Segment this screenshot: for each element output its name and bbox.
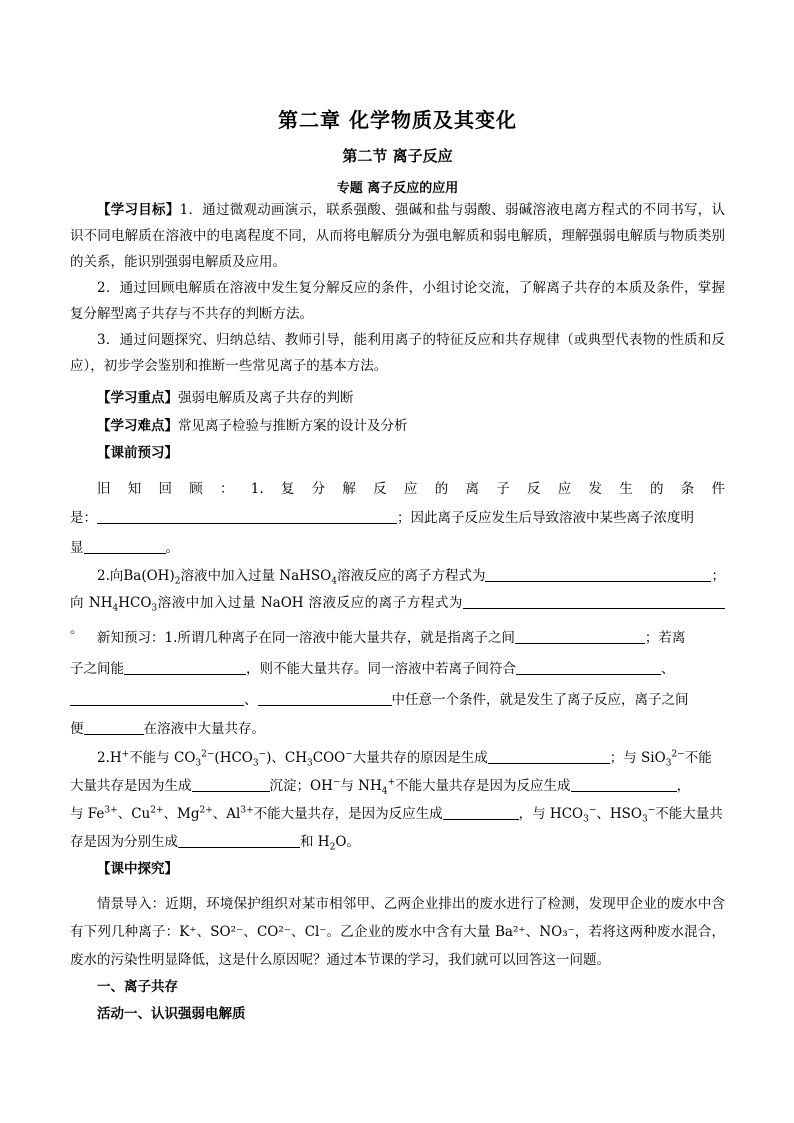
sup: − [588,805,597,816]
sup: + [121,749,130,760]
t: )、CH [266,750,308,766]
sup: 2− [671,749,685,760]
difficulties-label: 【学习难点】 [97,418,178,434]
blank-review-obvious[interactable] [84,539,166,554]
blank-nk-1[interactable] [515,629,645,644]
preview-label: 【课前预习】 [97,445,178,461]
blank-nk-q2-1[interactable] [488,749,610,764]
sup: 3+ [240,805,254,816]
nk-l2b: ，则不能大量共存。同一溶液中若离子间符合 [246,661,516,677]
sub: 3 [195,758,202,769]
q2-period: 。 [70,621,84,637]
objective-2: 2．通过回顾电解质在溶液中发生复分解反应的条件，小组讨论交流，了解离子共存的本质及条件，掌握复分解型离子共存与不共存的判断方法。 [70,280,725,322]
t: 大量共存是因为生成 [70,778,192,794]
blank-nk-4[interactable] [70,691,244,706]
nk-q2-line1 [70,745,725,771]
t: 、Al [212,806,241,822]
chapter-title: 第二章 化学物质及其变化 [278,108,517,132]
nk-l3b: 中任意一个条件，就是发生了离子反应，离子之间 [391,692,689,708]
t: 大量共存的原因是生成 [352,750,488,766]
blank-nk-q2-2[interactable] [192,777,270,792]
t: 2.H [97,750,122,766]
q2-text-c: 溶液反应的离子方程式为 [336,568,486,584]
q2-text-e: HCO [118,595,152,611]
t: 和 H [300,834,330,850]
review-line-2 [70,505,725,531]
review-is: 是： [70,510,97,526]
section-ion-coexistence: 一、离子共存 [97,979,178,995]
in-class-label: 【课中探究】 [97,861,178,877]
t: 与 NH [340,778,382,794]
blank-nk-2[interactable] [124,660,246,675]
sub: 3 [307,758,313,769]
sup: 3+ [104,805,118,816]
difficulties [70,413,725,439]
new-knowledge-line1 [70,625,725,651]
sup: 2+ [199,805,213,816]
objectives-label: 【学习目标】 [97,202,180,218]
t: 、Cu [117,806,151,822]
sup: + [387,777,396,788]
sup: − [258,749,267,760]
t: ，与 HCO [518,806,584,822]
sup: − [345,749,353,760]
key-points-text: 强弱电解质及离子共存的判断 [178,390,354,406]
topic-title: 专题 离子反应的应用 [336,181,459,196]
nk-l3a: 、 [244,692,258,708]
nk-l2a: 子之间能 [70,661,124,677]
q2-text-d: 向 NH [70,595,113,611]
sub: 3 [583,814,589,825]
review-line-1: 旧知回顾：1.复分解反应的离子反应发生的条件 [97,481,725,497]
objective-3: 3．通过问题探究、归纳总结、教师引导，能利用离子的特征反应和共存规律（或典型代表物的性质和反应），初步学会鉴别和推断一些常见离子的基本方法。 [70,332,725,374]
t: COO [312,750,346,766]
review-end: 。 [165,540,179,556]
q2-text-a: 2.向Ba(OH) [97,568,175,584]
section-title: 第二节 离子反应 [342,147,453,165]
sub: 2 [329,842,336,853]
q2-text-f: 溶液中加入过量 NaOH 溶液反应的离子方程式为 [157,595,463,611]
review-line-3 [70,535,725,561]
review-obvious: 显 [70,540,84,556]
blank-nk-3[interactable] [516,660,661,675]
blank-nk-6[interactable] [84,720,144,735]
sub: 3 [641,814,648,825]
new-knowledge-line4 [70,716,725,742]
t: 不能 [684,750,712,766]
sub: 3 [252,758,259,769]
blank-nk-q2-3[interactable] [571,777,677,792]
t: ， [676,778,691,794]
sub: 3 [151,603,158,614]
nk-q2-line4 [70,829,725,855]
nk-q2-line2 [70,773,725,799]
difficulties-text: 常见离子检验与推断方案的设计及分析 [178,418,408,434]
key-points-label: 【学习重点】 [97,390,178,406]
scene-intro: 情景导入：近期，环境保护组织对某市相邻甲、乙两企业排出的废水进行了检测，发现甲企业的废水中含有下列几种离子：K⁺、SO²⁻、CO²⁻、Cl⁻。乙企业的废水中含有大量 Ba²⁺、NO₃⁻，若将这两种废水混合，废水的污染性明显降低，这是什么原因呢？通过本节课的学习，我们就可以回答这一问题。 [70,896,725,968]
sup: 2− [201,749,215,760]
t: 、HSO [596,806,642,822]
activity-1: 活动一、认识强弱电解质 [97,1006,246,1022]
t: 不能大量共存，是因为反应生成 [253,806,443,822]
objective-1-text: 1．通过微观动画演示，联系强酸、强碱和盐与弱酸、弱碱溶液电离方程式的不同书写，认识不同电解质在溶液中的电离程度不同，从而将电解质分为强电解质和弱电解质，理解强弱电解质与物质类别的关系，能识别强弱电解质及应用。 [70,202,726,270]
t: 不能大量共存是因为反应生成 [395,778,571,794]
nk-l1b: ；若离 [644,630,686,646]
t: O。 [335,834,360,850]
sub: 4 [331,576,337,587]
sub: 4 [381,786,388,797]
sub: 3 [665,758,672,769]
key-points [70,385,725,411]
t: ；与 SiO [609,750,666,766]
nk-l2c: 、 [661,661,675,677]
t: 沉淀；OH [269,778,333,794]
t: 、Mg [163,806,200,822]
t: 不能与 CO [129,750,196,766]
sub: 4 [112,603,119,614]
nk-l1a: 新知预习：1.所谓几种离子在同一溶液中能大量共存，就是指离子之间 [97,630,515,646]
sup: 2+ [150,805,164,816]
t: (HCO [214,750,253,766]
preview-q2-line1 [70,563,725,589]
nk-q2-line3 [70,801,725,827]
t: 存是因为分别生成 [70,834,178,850]
objective-1 [70,197,725,275]
blank-q2-equation-2[interactable] [463,594,725,609]
blank-q2-equation-1[interactable] [485,567,711,582]
blank-nk-q2-4[interactable] [443,805,519,820]
sub: 2 [174,576,181,587]
q2-semicolon: ； [711,568,725,584]
nk-l4a: 便 [70,721,84,737]
t: 不能大量共 [655,806,723,822]
sup: − [332,777,341,788]
review-mid: ；因此离子反应发生后导致溶液中某些离子浓度明 [397,510,694,526]
blank-nk-q2-5[interactable] [178,833,300,848]
blank-nk-5[interactable] [258,691,392,706]
blank-review-condition[interactable] [97,509,397,524]
nk-l4b: 在溶液中大量共存。 [143,721,265,737]
q2-text-b: 溶液中加入过量 NaHSO [180,568,332,584]
sup: − [647,805,656,816]
new-knowledge-line3 [70,687,725,713]
t: 与 Fe [70,806,105,822]
new-knowledge-line2 [70,656,725,682]
